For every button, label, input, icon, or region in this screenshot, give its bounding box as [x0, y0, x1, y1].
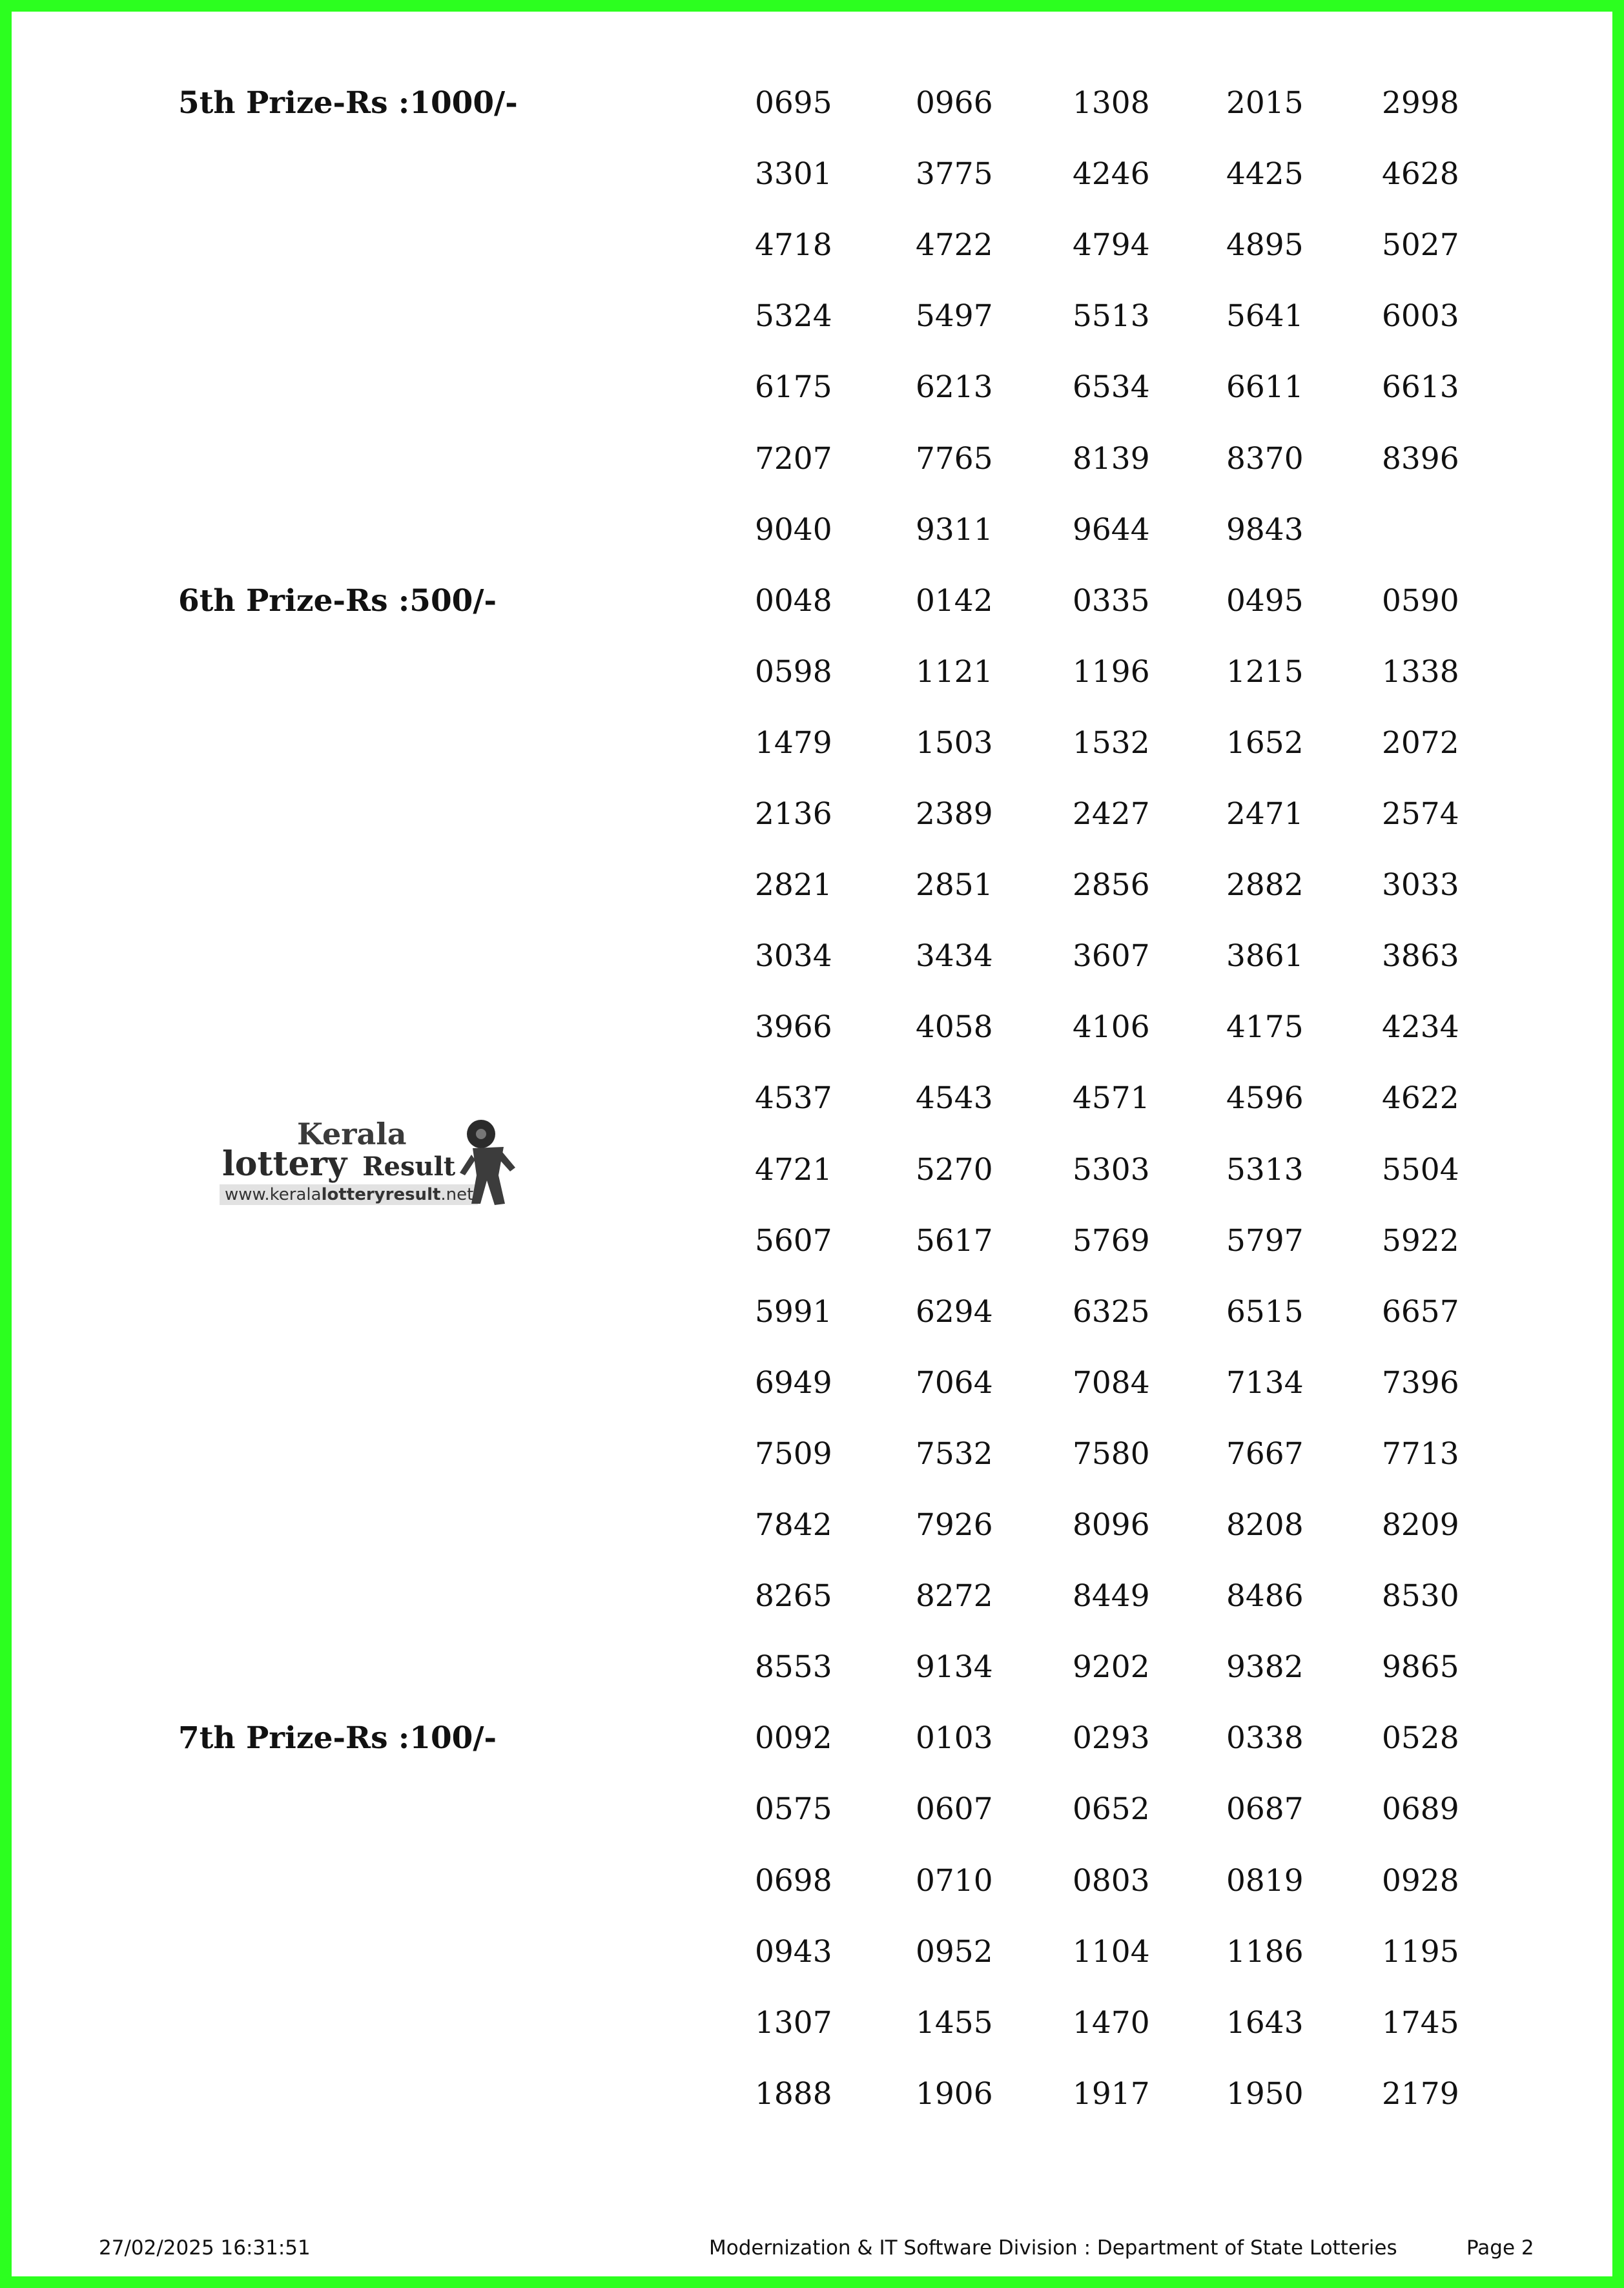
winning-number: 0652: [1073, 1791, 1150, 1828]
winning-number: 0607: [916, 1791, 993, 1828]
winning-number: 5607: [755, 1222, 832, 1259]
winning-number: 4622: [1382, 1080, 1459, 1117]
winning-number: 4721: [755, 1151, 832, 1188]
winning-number: 1652: [1226, 725, 1304, 761]
winning-number: 5797: [1226, 1222, 1304, 1259]
logo-kerala-text: Kerala: [297, 1117, 407, 1151]
winning-number: 3775: [916, 156, 993, 192]
winning-number: 2179: [1382, 2076, 1459, 2112]
winning-number: 4106: [1073, 1009, 1150, 1046]
winning-number: 9040: [755, 511, 832, 548]
winning-number: 7084: [1073, 1365, 1150, 1401]
winning-number: 8486: [1226, 1578, 1304, 1614]
winning-number: 7134: [1226, 1365, 1304, 1401]
winning-number: 2856: [1073, 867, 1150, 903]
winning-number: 0698: [755, 1862, 832, 1899]
winning-number: 9311: [916, 511, 993, 548]
footer-timestamp: 27/02/2025 16:31:51: [99, 2236, 311, 2260]
svg-text:www.keralalotteryresult.net: [225, 1185, 473, 1204]
winning-number: 4425: [1226, 156, 1304, 192]
winning-number: 1215: [1226, 654, 1304, 690]
winning-number: 1307: [755, 2005, 832, 2041]
winning-number: 4628: [1382, 156, 1459, 192]
winning-number: 4175: [1226, 1009, 1304, 1046]
winning-number: 7580: [1073, 1436, 1150, 1472]
winning-number: 6534: [1073, 369, 1150, 406]
winning-number: 1186: [1226, 1933, 1304, 1970]
winning-number: 3861: [1226, 938, 1304, 974]
winning-number: 2574: [1382, 796, 1459, 832]
winning-number: 8449: [1073, 1578, 1150, 1614]
winning-number: 1121: [916, 654, 993, 690]
winning-number: 0803: [1073, 1862, 1150, 1899]
winning-number: 7207: [755, 440, 832, 477]
winning-number: 2015: [1226, 85, 1304, 121]
winning-number: 0495: [1226, 582, 1304, 619]
prize-label: 6th Prize-Rs :500/-: [178, 582, 497, 619]
winning-number: 0687: [1226, 1791, 1304, 1828]
winning-number: 1888: [755, 2076, 832, 2112]
winning-number: 0338: [1226, 1720, 1304, 1757]
winning-number: 2998: [1382, 85, 1459, 121]
winning-number: 5027: [1382, 227, 1459, 263]
winning-number: 0590: [1382, 582, 1459, 619]
winning-number: 9644: [1073, 511, 1150, 548]
winning-number: 6294: [916, 1293, 993, 1330]
winning-number: 4234: [1382, 1009, 1459, 1046]
winning-number: 3033: [1382, 867, 1459, 903]
winning-number: 7064: [916, 1365, 993, 1401]
winning-number: 6325: [1073, 1293, 1150, 1330]
winning-number: 1195: [1382, 1933, 1459, 1970]
winning-number: 4895: [1226, 227, 1304, 263]
winning-number: 1455: [916, 2005, 993, 2041]
winning-number: 1906: [916, 2076, 993, 2112]
winning-number: 9382: [1226, 1649, 1304, 1685]
winning-number: 6213: [916, 369, 993, 406]
winning-number: 1338: [1382, 654, 1459, 690]
winning-number: 4718: [755, 227, 832, 263]
winning-number: 8265: [755, 1578, 832, 1614]
winning-number: 3034: [755, 938, 832, 974]
winning-number: 5513: [1073, 298, 1150, 335]
winning-number: 9843: [1226, 511, 1304, 548]
winning-number: 0689: [1382, 1791, 1459, 1828]
winning-number: 3607: [1073, 938, 1150, 974]
prize-label: 7th Prize-Rs :100/-: [178, 1720, 497, 1757]
winning-number: 0710: [916, 1862, 993, 1899]
winning-number: 1479: [755, 725, 832, 761]
logo-result-text: Result: [362, 1151, 456, 1182]
winning-number: 4571: [1073, 1080, 1150, 1117]
footer-division: Modernization & IT Software Division : Department of State Lotteries: [709, 2236, 1397, 2260]
winning-number: 8208: [1226, 1507, 1304, 1543]
winning-number: 3966: [755, 1009, 832, 1046]
winning-number: 6515: [1226, 1293, 1304, 1330]
winning-number: 6613: [1382, 369, 1459, 406]
winning-number: 4596: [1226, 1080, 1304, 1117]
winning-number: 7713: [1382, 1436, 1459, 1472]
winning-number: 1196: [1073, 654, 1150, 690]
winning-number: 6949: [755, 1365, 832, 1401]
winning-number: 8553: [755, 1649, 832, 1685]
winning-number: 5270: [916, 1151, 993, 1188]
winning-number: 1104: [1073, 1933, 1150, 1970]
winning-number: 0048: [755, 582, 832, 619]
winning-number: 4543: [916, 1080, 993, 1117]
winning-number: 0966: [916, 85, 993, 121]
winning-number: 7509: [755, 1436, 832, 1472]
winning-number: 0293: [1073, 1720, 1150, 1757]
winning-number: 2427: [1073, 796, 1150, 832]
winning-number: 5313: [1226, 1151, 1304, 1188]
winning-number: 5617: [916, 1222, 993, 1259]
winning-number: 0092: [755, 1720, 832, 1757]
winning-number: 2882: [1226, 867, 1304, 903]
winning-number: 4058: [916, 1009, 993, 1046]
winning-number: 5641: [1226, 298, 1304, 335]
winning-number: 9202: [1073, 1649, 1150, 1685]
winning-number: 5497: [916, 298, 993, 335]
winning-number: 4794: [1073, 227, 1150, 263]
winning-number: 0695: [755, 85, 832, 121]
winning-number: 1503: [916, 725, 993, 761]
winning-number: 1308: [1073, 85, 1150, 121]
winning-number: 7842: [755, 1507, 832, 1543]
winning-number: 5303: [1073, 1151, 1150, 1188]
winning-number: 7667: [1226, 1436, 1304, 1472]
winning-number: 4722: [916, 227, 993, 263]
winning-number: 0928: [1382, 1862, 1459, 1899]
logo-url-part-2: lottery: [321, 1185, 385, 1204]
winning-number: 4246: [1073, 156, 1150, 192]
footer-page-number: Page 2: [1466, 2236, 1534, 2260]
winning-number: 0575: [755, 1791, 832, 1828]
winning-number: 0528: [1382, 1720, 1459, 1757]
winning-number: 1745: [1382, 2005, 1459, 2041]
winning-number: 2389: [916, 796, 993, 832]
winning-number: 6175: [755, 369, 832, 406]
winning-number: 7926: [916, 1507, 993, 1543]
winning-number: 5991: [755, 1293, 832, 1330]
winning-number: 2851: [916, 867, 993, 903]
logo-lottery-text: lottery: [222, 1144, 347, 1184]
winning-number: 1470: [1073, 2005, 1150, 2041]
winning-number: 2136: [755, 796, 832, 832]
logo-url-part-4: .net: [440, 1185, 474, 1204]
winning-number: 6657: [1382, 1293, 1459, 1330]
winning-number: 1643: [1226, 2005, 1304, 2041]
winning-number: 8370: [1226, 440, 1304, 477]
winning-number: 1532: [1073, 725, 1150, 761]
svg-text:lottery Result: [222, 1144, 456, 1184]
winning-number: 1917: [1073, 2076, 1150, 2112]
winning-number: 0952: [916, 1933, 993, 1970]
winning-number: 4537: [755, 1080, 832, 1117]
winning-number: 3301: [755, 156, 832, 192]
winning-number: 9865: [1382, 1649, 1459, 1685]
winning-number: 8396: [1382, 440, 1459, 477]
winning-number: 8139: [1073, 440, 1150, 477]
winning-number: 5922: [1382, 1222, 1459, 1259]
winning-number: 6003: [1382, 298, 1459, 335]
winning-number: 0598: [755, 654, 832, 690]
winning-number: 7532: [916, 1436, 993, 1472]
winning-number: 3863: [1382, 938, 1459, 974]
winning-number: 7765: [916, 440, 993, 477]
winning-number: 0819: [1226, 1862, 1304, 1899]
winning-number: 6611: [1226, 369, 1304, 406]
winning-number: 0335: [1073, 582, 1150, 619]
winning-number: 8209: [1382, 1507, 1459, 1543]
prize-label: 5th Prize-Rs :1000/-: [178, 85, 518, 121]
winning-number: 7396: [1382, 1365, 1459, 1401]
winning-number: 2821: [755, 867, 832, 903]
kerala-lottery-result-logo: [220, 1113, 523, 1210]
winning-number: 2471: [1226, 796, 1304, 832]
winning-number: 5504: [1382, 1151, 1459, 1188]
winning-number: 9134: [916, 1649, 993, 1685]
winning-number: 5324: [755, 298, 832, 335]
winning-number: 3434: [916, 938, 993, 974]
winning-number: 0142: [916, 582, 993, 619]
winning-number: 0103: [916, 1720, 993, 1757]
winning-number: 1950: [1226, 2076, 1304, 2112]
winning-number: 8272: [916, 1578, 993, 1614]
winning-number: 2072: [1382, 725, 1459, 761]
winning-number: 5769: [1073, 1222, 1150, 1259]
winning-number: 0943: [755, 1933, 832, 1970]
winning-number: 8530: [1382, 1578, 1459, 1614]
logo-url-part-1: www.kerala: [225, 1185, 322, 1204]
logo-url-part-3: result: [385, 1185, 441, 1204]
winning-number: 8096: [1073, 1507, 1150, 1543]
